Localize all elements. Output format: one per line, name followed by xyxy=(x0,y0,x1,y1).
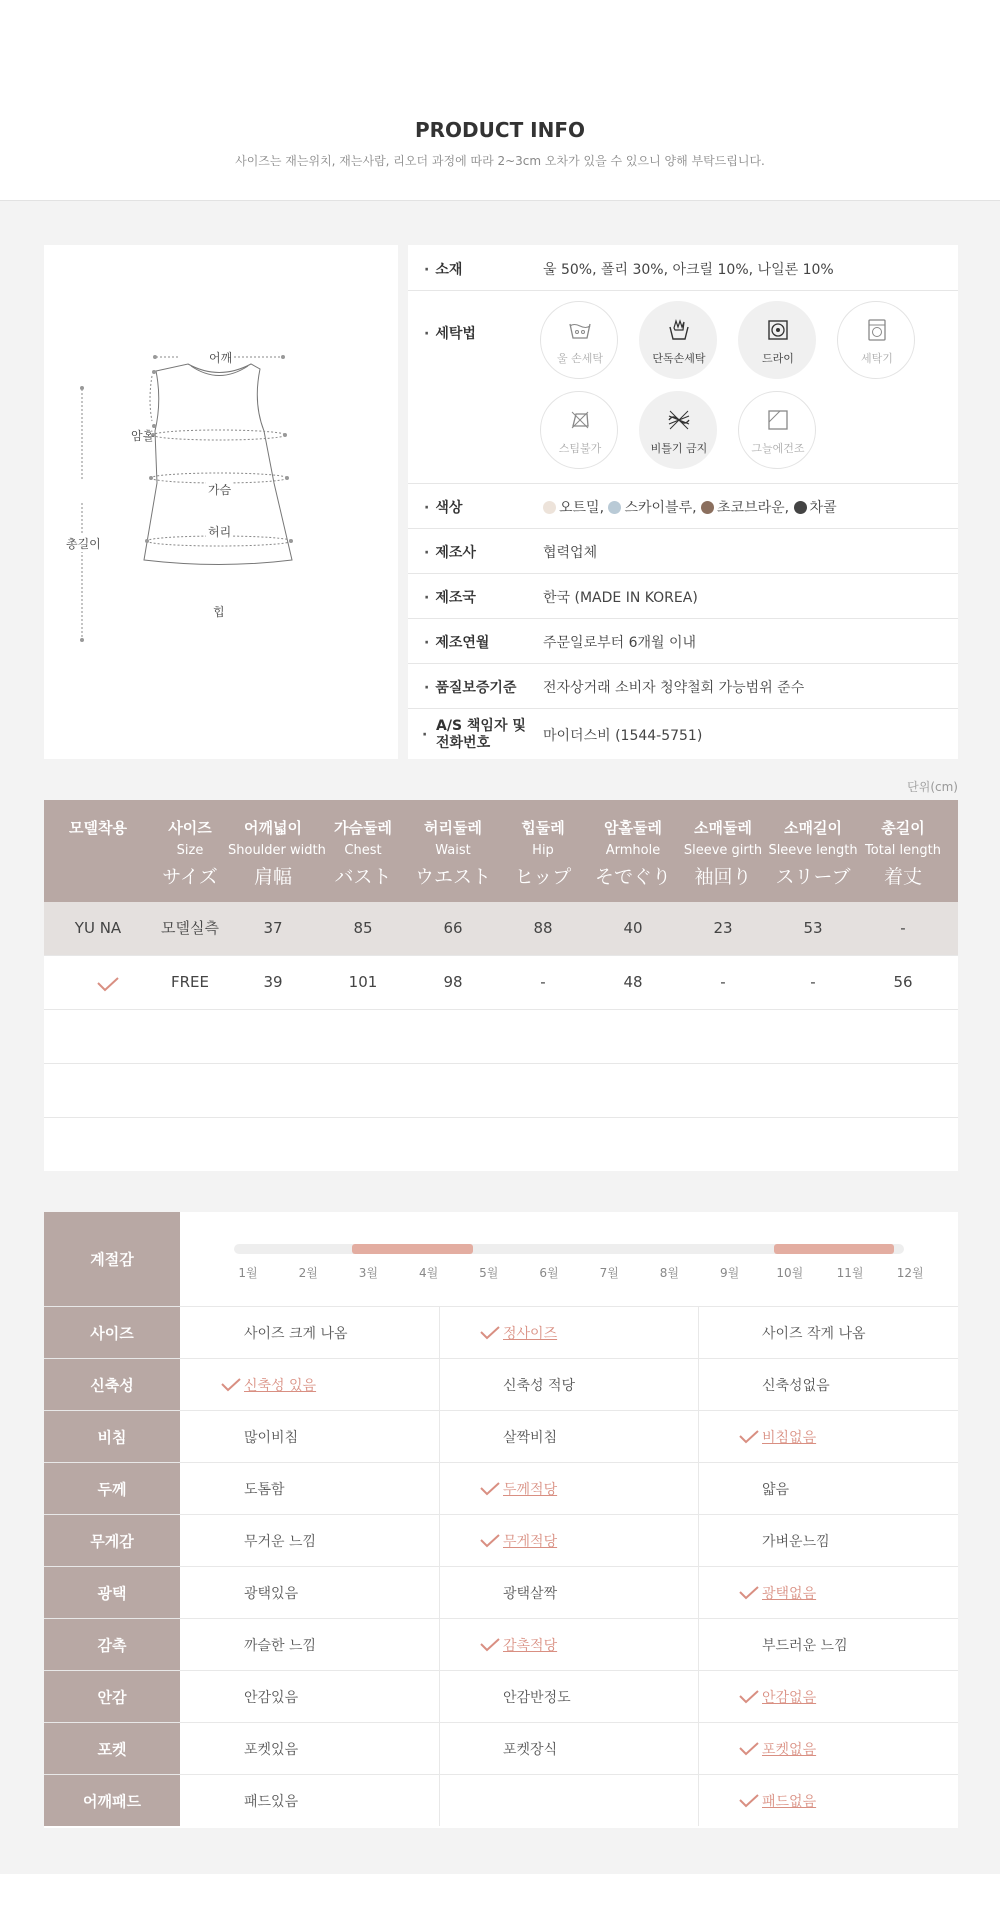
feature-option-selected: 광택없음 xyxy=(698,1567,957,1618)
month-label: 4월 xyxy=(418,1266,439,1280)
label-total-length: 총길이 xyxy=(66,537,101,551)
page-title: PRODUCT INFO xyxy=(414,118,586,142)
info-row-quality: · 품질보증기준 전자상거래 소비자 청약철회 가능범위 준수 xyxy=(408,664,958,709)
feature-option: 가벼운느낌 xyxy=(762,1533,830,1550)
label-armhole: 암홀 xyxy=(131,429,155,443)
size-header-col: 모델착용 xyxy=(69,819,127,837)
check-icon xyxy=(479,1533,501,1549)
size-header-col: 가슴둘레 Chest バスト xyxy=(334,819,392,888)
info-row-maker: · 제조사 협력업체 xyxy=(408,529,958,574)
feature-option: 사이즈 크게 나옴 xyxy=(244,1325,348,1342)
month-label: 8월 xyxy=(659,1266,679,1280)
info-row-country: · 제조국 한국 (MADE IN KOREA) xyxy=(408,574,958,619)
feature-row xyxy=(44,1307,958,1359)
size-cell: 37 xyxy=(263,919,283,937)
model-wear-check-icon xyxy=(96,976,120,992)
feature-option: 살짝비침 xyxy=(503,1429,558,1446)
feature-label: 무게감 xyxy=(90,1532,134,1550)
feature-option: 패드있음 xyxy=(244,1793,299,1810)
size-header-col: 어깨넓이 Shoulder width 肩幅 xyxy=(228,819,326,888)
month-label: 7월 xyxy=(599,1266,619,1280)
wool-hand-wash-icon xyxy=(568,318,592,342)
month-label: 11월 xyxy=(836,1266,864,1280)
column-divider xyxy=(698,1723,699,1774)
info-row-as: · A/S 책임자 및 전화번호 마이더스비 (1544-5751) xyxy=(422,718,703,751)
size-cell: 53 xyxy=(803,919,823,937)
feature-option: 광택있음 xyxy=(244,1585,299,1602)
info-row-date: · 제조연월 주문일로부터 6개월 이내 xyxy=(408,619,958,664)
model-row xyxy=(44,902,958,956)
month-label: 2월 xyxy=(298,1266,318,1280)
care-separate-hand-wash: 단독손세탁 xyxy=(639,301,717,379)
column-divider xyxy=(439,1775,440,1826)
column-divider xyxy=(439,1411,440,1462)
feature-option: 안감있음 xyxy=(244,1689,299,1706)
feature-option-selected: 비침없음 xyxy=(698,1411,957,1462)
label-chest: 가슴 xyxy=(208,483,232,497)
empty-row xyxy=(44,1118,958,1171)
check-icon xyxy=(220,1377,242,1393)
column-divider xyxy=(439,1463,440,1514)
month-label: 5월 xyxy=(479,1266,499,1280)
feature-option-selected: 감촉적당 xyxy=(439,1619,698,1670)
size-cell: 66 xyxy=(443,919,463,937)
check-icon xyxy=(738,1689,760,1705)
feature-label: 사이즈 xyxy=(90,1324,134,1342)
feature-label: 신축성 xyxy=(90,1376,134,1394)
feature-row xyxy=(44,1359,958,1411)
feature-row xyxy=(44,1775,958,1826)
feature-option-selected: 포켓없음 xyxy=(698,1723,957,1774)
color-list: 오트밀, 스카이블루, 초코브라운, 차콜 xyxy=(543,497,837,517)
maker-value: 협력업체 xyxy=(543,545,598,561)
features-table xyxy=(44,1212,958,1828)
care-no-wring: 비틀기 금지 xyxy=(639,391,717,469)
season-track xyxy=(234,1244,904,1254)
feature-option-selected: 무게적당 xyxy=(439,1515,698,1566)
size-table-header xyxy=(44,800,958,902)
feature-row xyxy=(44,1671,958,1723)
separate-hand-wash-icon xyxy=(667,318,691,342)
header xyxy=(0,0,1000,201)
feature-row xyxy=(44,1619,958,1671)
feature-option: 부드러운 느낌 xyxy=(762,1637,848,1654)
column-divider xyxy=(698,1411,699,1462)
size-cell: - xyxy=(720,973,726,991)
free-size-row xyxy=(44,956,958,1010)
care-dry-clean: 드라이 xyxy=(738,301,816,379)
country-value: 한국 (MADE IN KOREA) xyxy=(543,590,698,606)
feature-option: 광택살짝 xyxy=(503,1585,558,1602)
feature-option: 까슬한 느낌 xyxy=(244,1637,317,1654)
size-cell: - xyxy=(810,973,816,991)
size-cell: 88 xyxy=(533,919,553,937)
size-header-col: 사이즈 Size サイズ xyxy=(162,819,218,888)
feature-option: 얇음 xyxy=(762,1481,790,1498)
season-range xyxy=(352,1244,472,1254)
size-header-col: 총길이 Total length 着丈 xyxy=(865,819,941,888)
feature-option-selected: 패드없음 xyxy=(698,1775,957,1826)
column-divider xyxy=(698,1671,699,1722)
feature-option: 포켓있음 xyxy=(244,1741,299,1758)
info-row-material: · 소재 울 50%, 폴리 30%, 아크릴 10%, 나일론 10% xyxy=(408,245,958,291)
month-label: 10월 xyxy=(776,1266,804,1280)
season-row xyxy=(44,1212,958,1307)
feature-label: 두께 xyxy=(97,1480,127,1498)
garment-diagram xyxy=(44,245,398,759)
season-range xyxy=(774,1244,894,1254)
column-divider xyxy=(698,1307,699,1358)
swatch-chocobrown xyxy=(701,501,714,514)
size-cell: 48 xyxy=(623,973,643,991)
material-value: 울 50%, 폴리 30%, 아크릴 10%, 나일론 10% xyxy=(543,262,834,278)
as-value: 마이더스비 (1544-5751) xyxy=(543,728,703,744)
feature-option: 신축성없음 xyxy=(762,1377,830,1394)
color-label: 색상 xyxy=(435,500,463,516)
column-divider xyxy=(439,1723,440,1774)
season-label: 계절감 xyxy=(90,1250,134,1269)
month-label: 9월 xyxy=(719,1266,740,1280)
no-steam-icon xyxy=(568,408,592,432)
page-subtitle: 사이즈는 재는위치, 재는사람, 리오더 과정에 따라 2~3cm 오차가 있을 수 있으니 양해 부탁드립니다. xyxy=(235,154,765,168)
feature-option: 신축성 적당 xyxy=(503,1377,576,1394)
check-icon xyxy=(738,1741,760,1757)
unit-label: 단위(cm) xyxy=(907,780,958,794)
check-icon xyxy=(479,1637,501,1653)
column-divider xyxy=(439,1515,440,1566)
feature-row xyxy=(44,1515,958,1567)
feature-option: 많이비침 xyxy=(244,1429,299,1446)
swatch-charcoal xyxy=(794,501,807,514)
size-cell: 39 xyxy=(263,973,283,991)
info-row-color: · 색상 오트밀, 스카이블루, 초코브라운, 차콜 xyxy=(408,484,958,529)
column-divider xyxy=(698,1775,699,1826)
empty-row xyxy=(44,1064,958,1118)
feature-option: 도톰함 xyxy=(244,1481,285,1498)
washing-machine-icon xyxy=(865,318,889,342)
feature-label: 광택 xyxy=(97,1584,127,1602)
size-cell: 23 xyxy=(713,919,733,937)
empty-row xyxy=(44,1010,958,1064)
sleeveless-top-diagram xyxy=(44,245,398,759)
feature-option: 안감반정도 xyxy=(503,1689,571,1706)
size-header-col: 소매둘레 Sleeve girth 袖回り xyxy=(683,819,763,888)
column-divider xyxy=(698,1463,699,1514)
month-label: 1월 xyxy=(238,1266,258,1280)
size-header-col: 소매길이 Sleeve length スリーブ xyxy=(768,819,858,888)
feature-option xyxy=(439,1775,698,1826)
size-cell: 40 xyxy=(623,919,643,937)
material-label: 소재 xyxy=(435,262,463,278)
care-wool-hand-wash: 울 손세탁 xyxy=(540,301,618,379)
column-divider xyxy=(439,1619,440,1670)
dry-clean-icon xyxy=(766,318,790,342)
column-divider xyxy=(439,1307,440,1358)
care-shade-dry: 그늘에건조 xyxy=(738,391,816,469)
size-cell: FREE xyxy=(170,973,209,991)
info-row-wash: · 세탁법 울 손세탁 단독손세탁 드라이 세탁기 스팀불가 비틀기 금지 그늘에건조 xyxy=(408,291,958,484)
size-cell: - xyxy=(900,919,906,937)
column-divider xyxy=(439,1359,440,1410)
feature-option: 포켓장식 xyxy=(503,1741,558,1758)
quality-value: 전자상거래 소비자 청약철회 가능범위 준수 xyxy=(543,680,805,696)
feature-label: 포켓 xyxy=(97,1740,127,1758)
feature-option-selected: 정사이즈 xyxy=(439,1307,698,1358)
check-icon xyxy=(738,1793,760,1809)
feature-label: 안감 xyxy=(97,1688,127,1706)
care-no-steam: 스팀불가 xyxy=(540,391,618,469)
feature-option: 무거운 느낌 xyxy=(244,1533,317,1550)
size-cell: 98 xyxy=(443,973,463,991)
size-header-col: 허리둘레 Waist ウエスト xyxy=(414,819,491,888)
size-cell: - xyxy=(540,973,546,991)
label-hip: 힙 xyxy=(213,605,225,619)
feature-label: 어깨패드 xyxy=(83,1792,141,1810)
column-divider xyxy=(439,1567,440,1618)
size-cell: 56 xyxy=(893,973,913,991)
swatch-skyblue xyxy=(608,501,621,514)
size-cell: YU NA xyxy=(74,919,122,937)
size-cell: 모델실측 xyxy=(161,919,219,937)
size-header-col: 암홀둘레 Armhole そでぐり xyxy=(594,819,671,888)
check-icon xyxy=(479,1325,501,1341)
column-divider xyxy=(698,1515,699,1566)
care-washing-machine: 세탁기 xyxy=(837,301,915,379)
product-info-panel xyxy=(408,245,958,759)
size-cell: 101 xyxy=(348,973,378,991)
wash-label: 세탁법 xyxy=(435,326,476,342)
feature-option-selected: 두께적당 xyxy=(439,1463,698,1514)
feature-row xyxy=(44,1723,958,1775)
column-divider xyxy=(698,1567,699,1618)
feature-row xyxy=(44,1411,958,1463)
check-icon xyxy=(738,1585,760,1601)
size-cell: 85 xyxy=(353,919,373,937)
feature-label: 감촉 xyxy=(97,1636,127,1654)
month-label: 6월 xyxy=(539,1266,559,1280)
month-label: 3월 xyxy=(358,1266,378,1280)
no-wring-icon xyxy=(667,408,691,432)
feature-row xyxy=(44,1567,958,1619)
label-shoulder: 어깨 xyxy=(209,351,233,365)
check-icon xyxy=(738,1429,760,1445)
size-header-col: 힙둘레 Hip ヒップ xyxy=(514,819,572,888)
swatch-oatmeal xyxy=(543,501,556,514)
column-divider xyxy=(698,1619,699,1670)
feature-option-selected: 안감없음 xyxy=(698,1671,957,1722)
shade-dry-icon xyxy=(766,408,790,432)
feature-row xyxy=(44,1463,958,1515)
feature-option: 사이즈 작게 나옴 xyxy=(762,1325,866,1342)
column-divider xyxy=(698,1359,699,1410)
month-label: 12월 xyxy=(896,1266,924,1280)
label-waist: 허리 xyxy=(208,525,232,539)
check-icon xyxy=(479,1481,501,1497)
column-divider xyxy=(439,1671,440,1722)
date-value: 주문일로부터 6개월 이내 xyxy=(543,635,697,651)
feature-label: 비침 xyxy=(97,1428,127,1446)
feature-option-selected: 신축성 있음 xyxy=(180,1359,439,1410)
